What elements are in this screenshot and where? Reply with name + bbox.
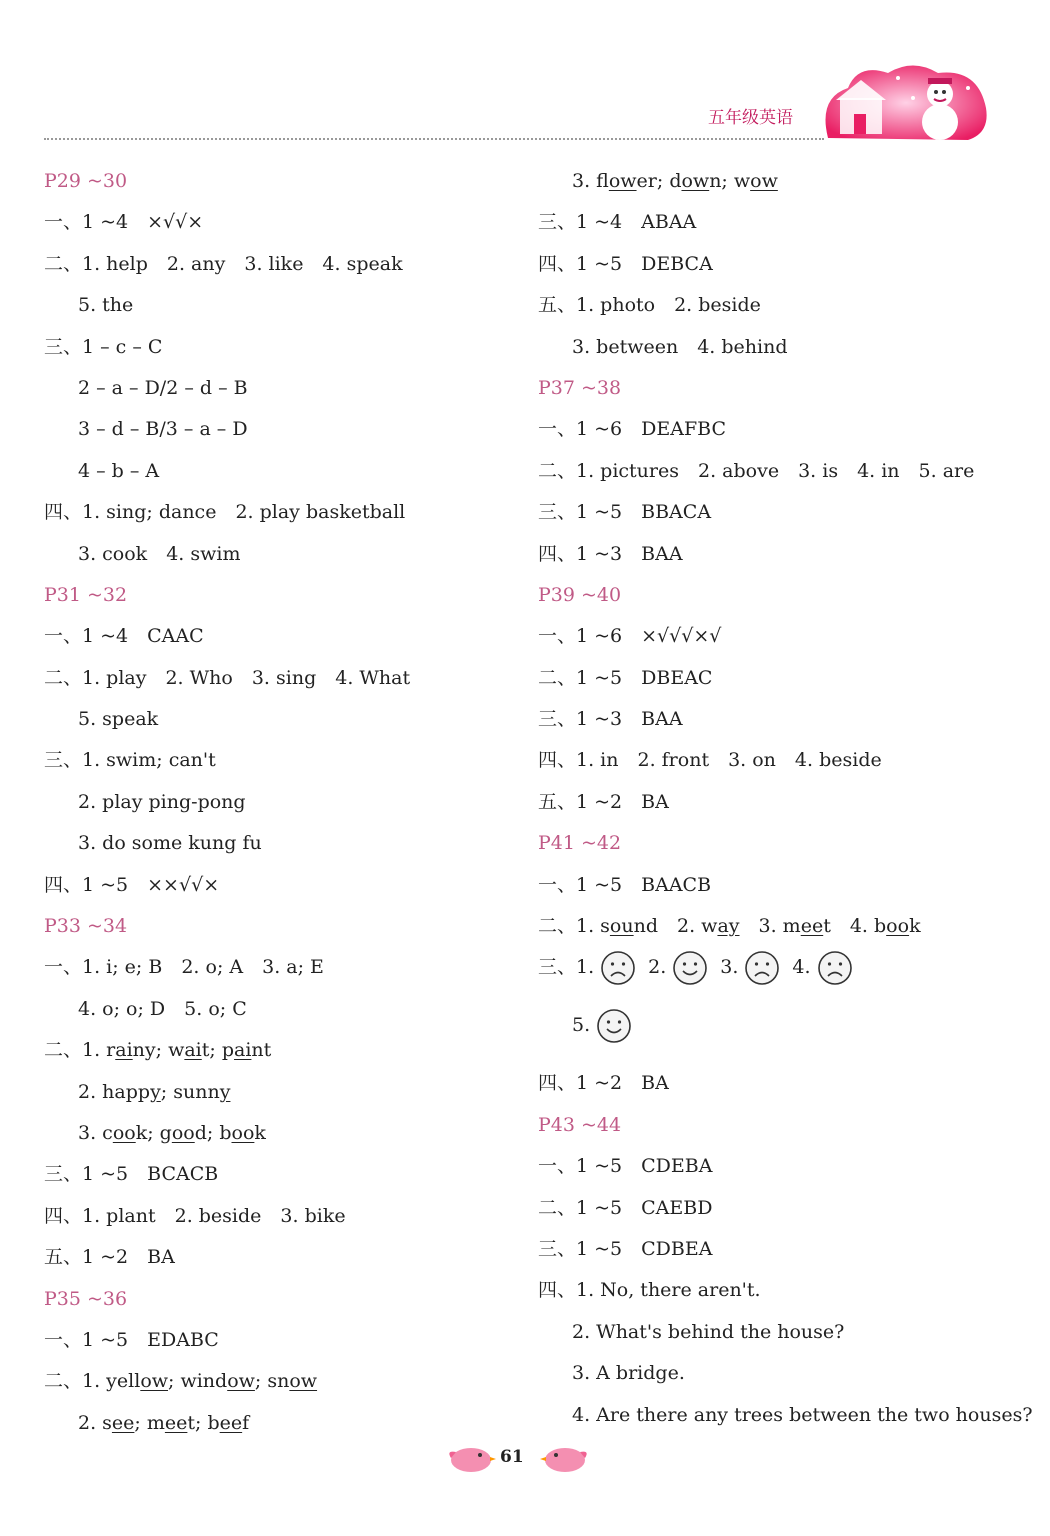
answer-text: t; p bbox=[201, 1039, 235, 1062]
answer-text: 3. fl bbox=[572, 170, 609, 192]
underlined-letters: oo bbox=[171, 1121, 195, 1144]
answer-line: 一、1 ~4 CAAC bbox=[44, 625, 204, 648]
answer-line: 四、1 ~5 DEBCA bbox=[538, 252, 713, 275]
answer-line bbox=[538, 909, 998, 950]
happy-face-icon bbox=[672, 950, 708, 986]
answer-line: 一、1 ~5 EDABC bbox=[44, 1328, 219, 1351]
answer-line: 四、1. in 2. front 3. on 4. beside bbox=[538, 749, 882, 772]
answer-line: 二、1. help 2. any 3. like 4. speak bbox=[44, 252, 403, 275]
answer-line: 四、1. sing; dance 2. play basketball bbox=[44, 501, 406, 524]
answer-line: 4. Are there any trees between the two houses? bbox=[572, 1403, 1033, 1426]
bird-icon bbox=[446, 1440, 496, 1474]
underlined-letters: ow bbox=[227, 1370, 255, 1393]
answer-text: d; b bbox=[194, 1121, 232, 1144]
answer-line bbox=[44, 1116, 514, 1157]
header-divider bbox=[44, 138, 824, 140]
underlined-letters: ow bbox=[140, 1370, 169, 1393]
answer-line: 三、1. swim; can't bbox=[44, 749, 216, 772]
answer-text: t; b bbox=[187, 1411, 220, 1434]
underlined-letters: ow bbox=[608, 170, 637, 192]
snowman-winter-icon bbox=[818, 58, 990, 146]
underlined-letters: oo bbox=[886, 915, 910, 938]
section-heading: P43 ~44 bbox=[538, 1113, 622, 1136]
answer-line bbox=[44, 1364, 514, 1405]
answer-text: ; wind bbox=[168, 1370, 228, 1393]
face-item-label: 3. bbox=[720, 956, 739, 979]
sad-face-icon bbox=[817, 950, 853, 986]
answer-text: ny; w bbox=[132, 1039, 185, 1062]
answer-line: 二、1 ~5 DBEAC bbox=[538, 666, 713, 689]
answer-text: k bbox=[254, 1121, 266, 1144]
answer-text: nd 2. w bbox=[633, 915, 718, 938]
answer-line: 2. play ping-pong bbox=[78, 790, 246, 813]
answer-line: 二、1. play 2. Who 3. sing 4. What bbox=[44, 666, 411, 689]
answer-line: 二、1 ~5 CAEBD bbox=[538, 1196, 713, 1219]
answer-line: 一、1 ~5 CDEBA bbox=[538, 1155, 713, 1178]
underlined-letters: oo bbox=[112, 1121, 136, 1144]
answer-column-left bbox=[44, 164, 514, 1447]
face-item-label: 5. bbox=[572, 1014, 591, 1037]
answer-line bbox=[44, 1033, 514, 1074]
answer-line: 2. What's behind the house? bbox=[572, 1320, 845, 1343]
answer-line: 五、1 ~2 BA bbox=[538, 790, 669, 813]
answer-line: 三、1 ~5 BCACB bbox=[44, 1163, 219, 1186]
answer-line: 3. do some kung fu bbox=[78, 832, 262, 855]
section-heading: P35 ~36 bbox=[44, 1287, 128, 1310]
section-heading: P33 ~34 bbox=[44, 915, 128, 938]
underlined-letters: oo bbox=[231, 1121, 255, 1144]
answer-text: 二、1. r bbox=[44, 1039, 116, 1062]
answer-line: 一、1 ~4 ×√√× bbox=[44, 211, 204, 234]
answer-line: 3. cook 4. swim bbox=[78, 542, 241, 565]
answer-text: ; sn bbox=[254, 1370, 290, 1393]
answer-line: 5. speak bbox=[78, 708, 159, 731]
underlined-letters: ow bbox=[750, 170, 778, 192]
answer-text: n; w bbox=[709, 170, 751, 192]
section-heading: P41 ~42 bbox=[538, 832, 622, 855]
answer-line: 四、1 ~5 ××√√× bbox=[44, 873, 220, 896]
answer-line: 4 – b – A bbox=[78, 459, 160, 482]
answer-line: 四、1. plant 2. beside 3. bike bbox=[44, 1204, 346, 1227]
face-item-label: 2. bbox=[648, 956, 667, 979]
underlined-letters: ou bbox=[609, 915, 634, 938]
underlined-letters: ee bbox=[219, 1411, 243, 1434]
answer-line: 一、1 ~6 ×√√√×√ bbox=[538, 625, 722, 648]
underlined-letters: ay bbox=[717, 915, 740, 938]
sad-face-icon bbox=[600, 950, 636, 986]
underlined-letters: y bbox=[150, 1080, 161, 1103]
answer-line: 四、1 ~3 BAA bbox=[538, 542, 683, 565]
section-heading: P29 ~30 bbox=[44, 170, 128, 192]
sad-face-icon bbox=[744, 950, 780, 986]
underlined-letters: ai bbox=[234, 1039, 252, 1062]
answer-text: k bbox=[909, 915, 921, 938]
answer-text: 3. c bbox=[78, 1121, 113, 1144]
answer-line: 五、1. photo 2. beside bbox=[538, 294, 761, 317]
answer-line: 3 – d – B/3 – a – D bbox=[78, 418, 248, 441]
section-heading: P37 ~38 bbox=[538, 376, 622, 399]
answer-text: 2. happ bbox=[78, 1080, 151, 1103]
answer-line: 三、1 ~5 CDBEA bbox=[538, 1237, 713, 1260]
underlined-letters: ee bbox=[111, 1411, 135, 1434]
underlined-letters: ai bbox=[115, 1039, 133, 1062]
answer-line: 三、1 – c – C bbox=[44, 335, 163, 358]
underlined-letters: ow bbox=[681, 170, 710, 192]
section-heading: P31 ~32 bbox=[44, 583, 128, 606]
answer-text: 二、1. s bbox=[538, 915, 610, 938]
answer-line: 一、1 ~5 BAACB bbox=[538, 873, 712, 896]
answer-text: 二、1. yell bbox=[44, 1370, 141, 1393]
answer-text: k; g bbox=[135, 1121, 172, 1144]
page-number: 61 bbox=[500, 1447, 524, 1467]
answer-line: 二、1. pictures 2. above 3. is 4. in 5. are bbox=[538, 459, 975, 482]
answer-line bbox=[538, 164, 998, 205]
answer-column-right bbox=[538, 164, 1033, 1439]
underlined-letters: ai bbox=[184, 1039, 202, 1062]
answer-line bbox=[538, 1008, 998, 1066]
answer-line: 3. A bridge. bbox=[572, 1362, 685, 1385]
answer-text: 3. m bbox=[739, 915, 801, 938]
answer-line: 2 – a – D/2 – d – B bbox=[78, 376, 248, 399]
answer-text: ; sunn bbox=[160, 1080, 220, 1103]
header-title: 五年级英语 bbox=[708, 108, 793, 128]
answer-line: 三、1 ~4 ABAA bbox=[538, 211, 697, 234]
answer-text: t 4. b bbox=[823, 915, 887, 938]
answer-line bbox=[538, 950, 998, 1008]
answer-line: 三、1 ~5 BBACA bbox=[538, 501, 712, 524]
answer-line: 3. between 4. behind bbox=[572, 335, 788, 358]
answer-text: er; d bbox=[636, 170, 682, 192]
answer-line: 三、1 ~3 BAA bbox=[538, 708, 683, 731]
answer-line: 4. o; o; D 5. o; C bbox=[78, 997, 247, 1020]
underlined-letters: y bbox=[219, 1080, 231, 1103]
answer-text: ; m bbox=[134, 1411, 165, 1434]
happy-face-icon bbox=[596, 1008, 632, 1044]
answer-line: 一、1 ~6 DEAFBC bbox=[538, 418, 726, 441]
answer-line bbox=[44, 1406, 514, 1447]
underlined-letters: ee bbox=[800, 915, 824, 938]
answer-line: 一、1. i; e; B 2. o; A 3. a; E bbox=[44, 956, 324, 979]
answer-line bbox=[44, 1075, 514, 1116]
underlined-letters: ow bbox=[289, 1370, 318, 1393]
underlined-letters: ee bbox=[164, 1411, 188, 1434]
face-item-label: 4. bbox=[792, 956, 811, 979]
answer-line: 5. the bbox=[78, 294, 134, 317]
answer-text: nt bbox=[251, 1039, 272, 1062]
section-heading: P39 ~40 bbox=[538, 583, 622, 606]
answer-text: 2. s bbox=[78, 1411, 112, 1434]
answer-line: 五、1 ~2 BA bbox=[44, 1246, 175, 1269]
bird-icon bbox=[540, 1440, 590, 1474]
face-item-label: 三、1. bbox=[538, 956, 595, 979]
answer-line: 四、1. No, there aren't. bbox=[538, 1279, 761, 1302]
answer-text: f bbox=[242, 1411, 250, 1434]
answer-line: 四、1 ~2 BA bbox=[538, 1072, 669, 1095]
